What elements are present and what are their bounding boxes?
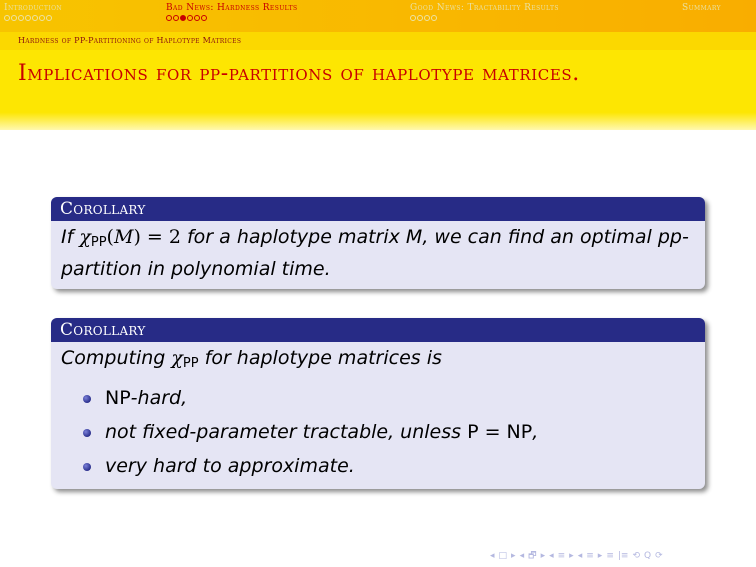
nav-frame-dot[interactable] <box>166 15 172 21</box>
list-item <box>83 415 695 449</box>
nav-section-title[interactable]: Summary <box>682 3 721 13</box>
nav-frame-dot[interactable] <box>18 15 24 21</box>
text-if: If <box>61 226 74 248</box>
forward-icon[interactable]: ⟳ <box>655 551 663 561</box>
corollary-intro <box>61 345 695 377</box>
nav-next-section-icon[interactable]: ▸ <box>597 551 603 561</box>
nav-section-title[interactable]: Introduction <box>4 3 63 13</box>
intro-pre: Computing <box>61 347 166 369</box>
frame-title: Implications for pp-partitions of haplotype matrices. <box>18 61 580 86</box>
nav-frame-dot[interactable] <box>417 15 423 21</box>
nav-frame-dot[interactable] <box>32 15 38 21</box>
nav-frame-dot[interactable] <box>194 15 200 21</box>
nav-frame-dot[interactable] <box>4 15 10 21</box>
math-eq-2: ) = 2 <box>133 226 181 248</box>
item-text: not fixed-parameter tractable, unless <box>105 421 468 443</box>
chi-pp-symbol: $\chi_{PP}$ <box>171 347 199 371</box>
nav-frame-dot[interactable] <box>25 15 31 21</box>
nav-prev-subsection-icon[interactable]: ◂ <box>549 551 554 561</box>
slide-icon[interactable]: □ <box>498 551 508 561</box>
nav-frame-dots <box>4 15 62 21</box>
block-body <box>51 221 705 289</box>
math-m: M <box>113 226 134 248</box>
nav-frame-dot[interactable] <box>410 15 416 21</box>
math-paren: ( <box>106 226 114 248</box>
nav-prev-frame-icon[interactable]: ◂ <box>519 551 525 561</box>
list-item <box>83 449 695 483</box>
subsection-title[interactable]: Hardness of PP-Partitioning of Haplotype Matrices <box>18 36 242 45</box>
nav-section-summary[interactable] <box>682 3 721 13</box>
item-text: very hard to approximate. <box>105 455 355 477</box>
nav-frame-dot[interactable] <box>431 15 437 21</box>
nav-frame-dot[interactable] <box>39 15 45 21</box>
p-text: P <box>467 421 479 443</box>
nav-frame-dot[interactable] <box>424 15 430 21</box>
corollary-list <box>61 381 695 483</box>
nav-next-frame-icon[interactable]: ▸ <box>540 551 546 561</box>
nav-prev-slide-icon[interactable]: ◂ <box>490 551 495 561</box>
appendix-icon[interactable]: |≡ <box>617 551 629 561</box>
frame-title-bar <box>0 50 756 130</box>
subsection-icon[interactable]: ≡ <box>557 551 566 561</box>
section-icon[interactable]: ≡ <box>586 551 594 561</box>
nav-frame-dot[interactable] <box>201 15 207 21</box>
nav-next-subsection-icon[interactable]: ▸ <box>569 551 574 561</box>
nav-frame-dots <box>410 15 559 21</box>
corollary-block-2 <box>51 318 705 489</box>
nav-frame-dot[interactable] <box>173 15 179 21</box>
intro-post: for haplotype matrices is <box>198 347 442 369</box>
nav-frame-dots <box>166 15 298 21</box>
subsection-bar <box>0 32 756 50</box>
corollary-text: for a haplotype matrix M, we can find an optimal pp-partition in polynomial time. <box>61 226 689 280</box>
equals-sign: = <box>478 421 507 443</box>
list-item <box>83 381 695 415</box>
chi-pp-symbol: $\chi_{PP}$ <box>79 226 107 250</box>
nav-section-title[interactable]: Bad News: Hardness Results <box>166 3 298 13</box>
corollary-block-1 <box>51 197 705 289</box>
nav-next-slide-icon[interactable]: ▸ <box>511 551 516 561</box>
nav-section-introduction[interactable] <box>4 3 62 21</box>
block-title: Corollary <box>51 318 705 342</box>
nav-frame-dot[interactable] <box>11 15 17 21</box>
nav-frame-dot[interactable] <box>46 15 52 21</box>
document-icon[interactable]: ≡ <box>606 551 614 561</box>
item-comma: , <box>532 421 539 443</box>
nav-section-good-news[interactable] <box>410 3 559 21</box>
block-title: Corollary <box>51 197 705 221</box>
section-navigation-bar <box>0 0 756 32</box>
beamer-navigation-symbols <box>490 550 752 562</box>
nav-prev-section-icon[interactable]: ◂ <box>577 551 583 561</box>
nav-section-bad-news[interactable] <box>166 3 298 21</box>
frame-icon[interactable]: 🗗 <box>528 551 537 561</box>
np-text: NP <box>105 387 131 409</box>
item-text: -hard, <box>130 387 188 409</box>
nav-section-title[interactable]: Good News: Tractability Results <box>410 3 559 13</box>
block-body <box>51 342 705 489</box>
nav-frame-dot-current[interactable] <box>180 15 186 21</box>
np-text: NP <box>506 421 533 443</box>
back-icon[interactable]: ⟲ <box>632 551 640 561</box>
search-icon[interactable]: Q <box>643 551 652 561</box>
nav-frame-dot[interactable] <box>187 15 193 21</box>
